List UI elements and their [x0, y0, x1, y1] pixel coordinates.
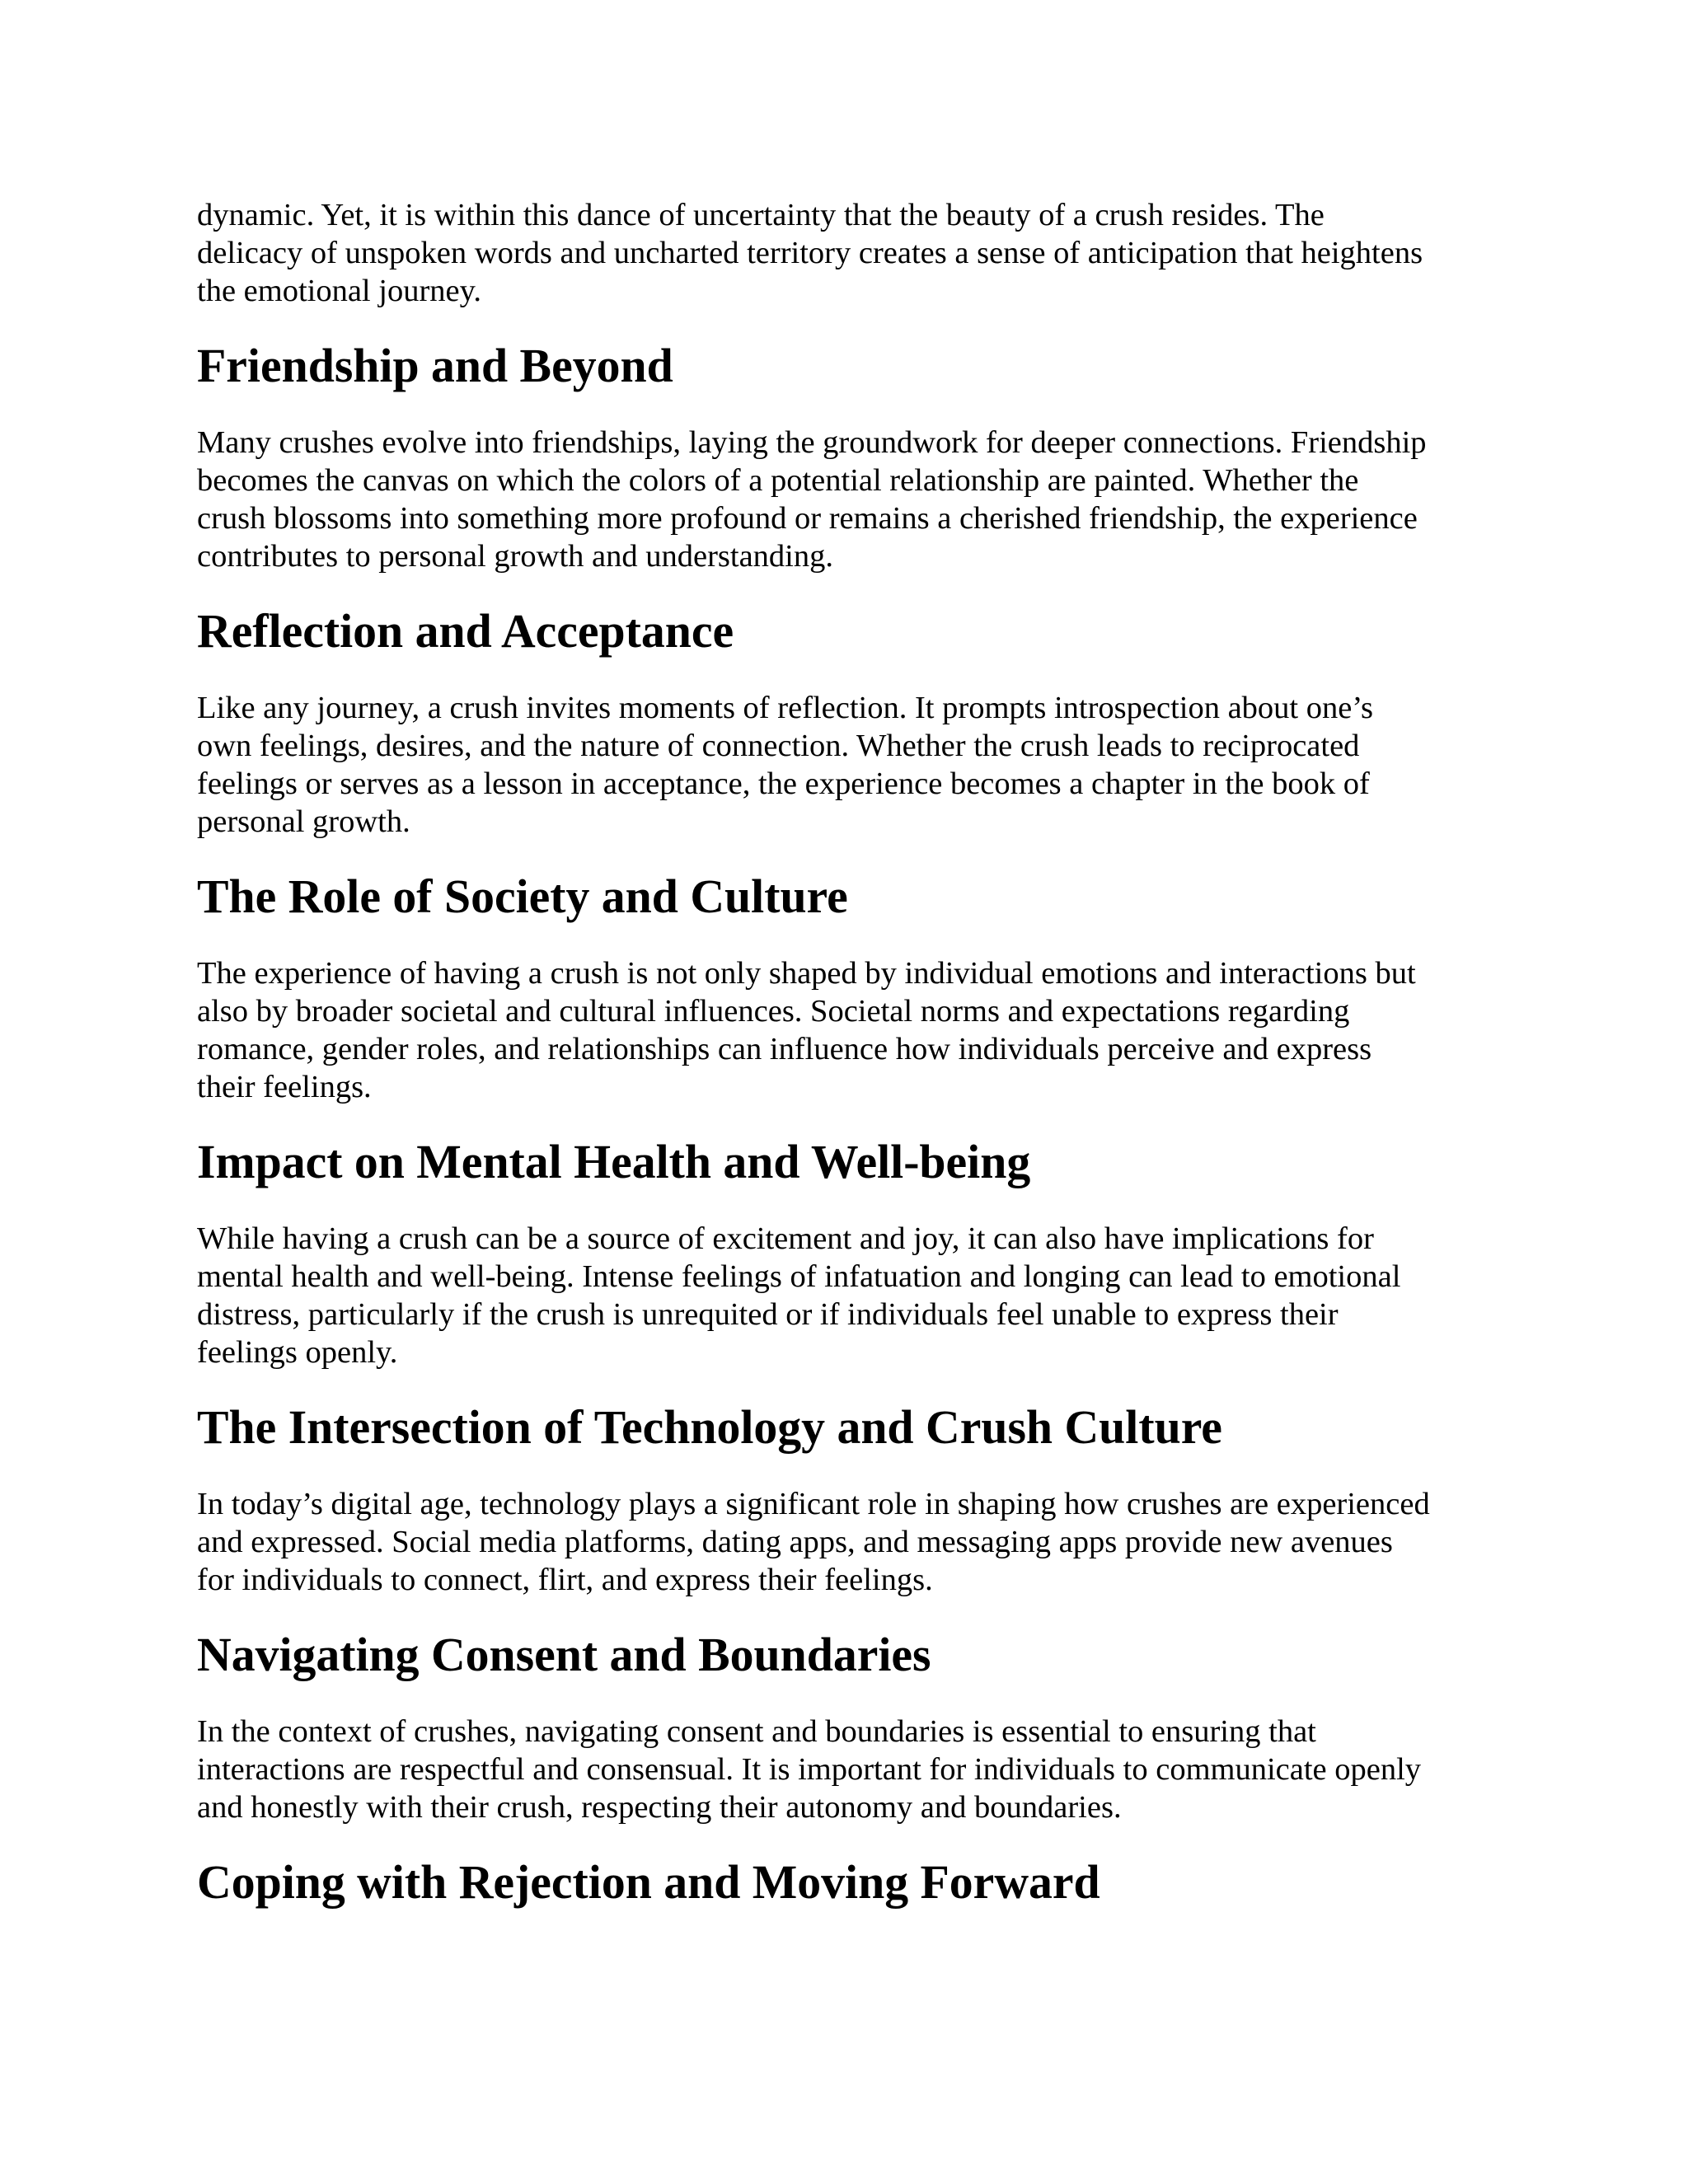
- section-heading: [197, 871, 1499, 923]
- heading-text: The Intersection of Technology and Crush Culture: [197, 1402, 1222, 1454]
- paragraph-line: In today’s digital age, technology plays a significant role in shaping how crushes are experienced: [197, 1487, 1430, 1521]
- document-body: [197, 196, 1499, 1940]
- section-heading: [197, 1629, 1499, 1681]
- paragraph-line: distress, particularly if the crush is unrequited or if individuals feel unable to express their: [197, 1297, 1339, 1332]
- section-heading: [197, 1137, 1499, 1188]
- paragraph-line: own feelings, desires, and the nature of connection. Whether the crush leads to reciprocated: [197, 729, 1360, 763]
- body-paragraph: [197, 196, 1499, 310]
- paragraph-line: crush blossoms into something more profound or remains a cherished friendship, the experience: [197, 501, 1418, 536]
- paragraph-line: and honestly with their crush, respecting their autonomy and boundaries.: [197, 1790, 1122, 1825]
- paragraph-line: becomes the canvas on which the colors of a potential relationship are painted. Whether the: [197, 463, 1359, 498]
- body-paragraph: [197, 424, 1499, 575]
- paragraph-line: feelings or serves as a lesson in acceptance, the experience becomes a chapter in the book of: [197, 766, 1370, 801]
- paragraph-line: romance, gender roles, and relationships can influence how individuals perceive and express: [197, 1032, 1372, 1066]
- heading-text: Impact on Mental Health and Well-being: [197, 1137, 1031, 1188]
- paragraph-line: In the context of crushes, navigating consent and boundaries is essential to ensuring that: [197, 1714, 1316, 1749]
- heading-text: Coping with Rejection and Moving Forward: [197, 1857, 1100, 1909]
- heading-text: Navigating Consent and Boundaries: [197, 1629, 931, 1681]
- paragraph-line: and expressed. Social media platforms, dating apps, and messaging apps provide new avenues: [197, 1525, 1393, 1559]
- paragraph-line: also by broader societal and cultural influences. Societal norms and expectations regarding: [197, 994, 1350, 1029]
- paragraph-line: Like any journey, a crush invites moments of reflection. It prompts introspection about one’s: [197, 691, 1374, 725]
- paragraph-line: interactions are respectful and consensual. It is important for individuals to communicate openly: [197, 1752, 1422, 1787]
- paragraph-line: contributes to personal growth and understanding.: [197, 539, 833, 574]
- body-paragraph: [197, 1220, 1499, 1371]
- section-heading: [197, 1857, 1499, 1909]
- heading-text: Friendship and Beyond: [197, 340, 673, 392]
- paragraph-line: While having a crush can be a source of excitement and joy, it can also have implications for: [197, 1221, 1374, 1256]
- section-heading: [197, 340, 1499, 392]
- paragraph-line: for individuals to connect, flirt, and express their feelings.: [197, 1563, 933, 1597]
- paragraph-line: delicacy of unspoken words and uncharted territory creates a sense of anticipation that heightens: [197, 236, 1423, 270]
- paragraph-line: feelings openly.: [197, 1335, 398, 1370]
- body-paragraph: [197, 1485, 1499, 1599]
- paragraph-line: dynamic. Yet, it is within this dance of uncertainty that the beauty of a crush resides. The: [197, 198, 1325, 232]
- body-paragraph: [197, 954, 1499, 1106]
- paragraph-line: mental health and well-being. Intense feelings of infatuation and longing can lead to emotional: [197, 1259, 1401, 1294]
- heading-text: Reflection and Acceptance: [197, 606, 734, 658]
- paragraph-line: the emotional journey.: [197, 274, 481, 308]
- paragraph-line: The experience of having a crush is not only shaped by individual emotions and interactions but: [197, 956, 1416, 991]
- paragraph-line: personal growth.: [197, 804, 410, 839]
- body-paragraph: [197, 689, 1499, 841]
- body-paragraph: [197, 1713, 1499, 1826]
- heading-text: The Role of Society and Culture: [197, 871, 848, 923]
- section-heading: [197, 606, 1499, 658]
- paragraph-line: Many crushes evolve into friendships, laying the groundwork for deeper connections. Friendship: [197, 425, 1427, 460]
- section-heading: [197, 1402, 1499, 1454]
- paragraph-line: their feelings.: [197, 1070, 372, 1104]
